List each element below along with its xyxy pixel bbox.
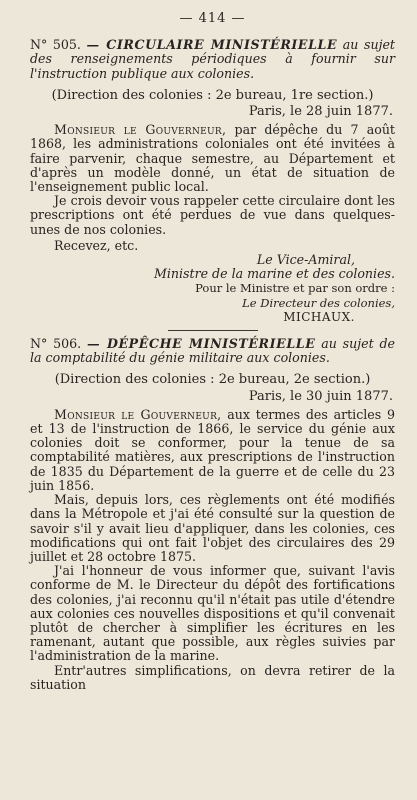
- circular-505-paragraph-1: [30, 123, 395, 194]
- dispatch-506-salutation: Monsieur le Gouverneur,: [54, 406, 222, 422]
- signature-name: MICHAUX.: [283, 309, 355, 324]
- circular-505-dateline: Paris, le 28 juin 1877.: [248, 104, 393, 120]
- page-number: — 414 —: [179, 11, 246, 26]
- circular-505-signature: [30, 253, 395, 324]
- section-divider: [168, 330, 258, 331]
- signature-role: Ministre de la marine et des colonies.: [154, 266, 395, 282]
- circular-505-paragraph-1-text: par dépêche du 7 août 1868, les administrations coloniales ont été invitées à faire parvenir, chaque semestre, au Département et d'après un modèle donné, un état de situation de l'enseignement public local.: [30, 122, 395, 195]
- dispatch-506: [30, 337, 395, 692]
- circular-505-heading: [30, 38, 395, 81]
- dispatch-506-heading: [30, 337, 395, 365]
- dispatch-506-paragraph-1: [30, 408, 395, 493]
- circular-505-body: [30, 123, 395, 253]
- dispatch-506-direction: (Direction des colonies : 2e bureau, 2e section.): [54, 372, 371, 388]
- dispatch-506-subtitle: au sujet de la comptabilité du génie militaire aux colonies.: [30, 336, 395, 366]
- circular-505-title: — CIRCULAIRE MINISTÉRIELLE: [86, 37, 338, 53]
- dispatch-506-title: — DÉPÊCHE MINISTÉRIELLE: [86, 336, 316, 352]
- dispatch-506-dateline: Paris, le 30 juin 1877.: [248, 388, 393, 404]
- dispatch-506-paragraph-2: Mais, depuis lors, ces règlements ont été modifiés dans la Métropole et j'ai été consulté sur la question de savoir s'il y avait lieu d'appliquer, dans les colonies, ces modifications qui ont fait l'objet des circulaires des 29 juillet et 28 octobre 1875.: [30, 492, 395, 564]
- dispatch-506-paragraph-4: Entr'autres simplifications, on devra retirer de la situation: [30, 662, 395, 692]
- dispatch-506-paragraph-3: J'ai l'honneur de vous informer que, suivant l'avis conforme de M. le Directeur du dépôt des fortifications des colonies, j'ai reconnu qu'il n'était pas utile d'étendre aux colonies ces nouvelles dispositions et qu'il convenait plutôt de chercher à simplifier les écritures en les ramenant, autant que possible, aux règles suivies par l'administration de la marine.: [30, 563, 395, 664]
- dispatch-506-body: [30, 408, 395, 692]
- circular-505: [30, 38, 395, 324]
- circular-505-subtitle: au sujet des renseignements périodiques à fournir sur l'instruction publique aux colonies.: [30, 37, 395, 81]
- circular-505-paragraph-2: Je crois devoir vous rappeler cette circulaire dont les prescriptions ont été perdues de vue dans quelques-unes de nos colonies.: [30, 193, 395, 237]
- signature-byline: Pour le Ministre et par son ordre :: [195, 281, 395, 296]
- signature-title: Le Vice-Amiral,: [256, 252, 355, 268]
- circular-505-number: N° 505.: [30, 37, 81, 53]
- dispatch-506-paragraph-1-text: aux termes des articles 9 et 13 de l'instruction de 1866, le service du génie aux colonies doit se conformer, pour la tenue de sa comptabilité matières, aux prescriptions de l'instruction de 1835 du Département de la guerre et de celle du 23 juin 1856.: [30, 406, 395, 493]
- signature-director: Le Directeur des colonies,: [242, 295, 395, 310]
- dispatch-506-number: N° 506.: [30, 336, 82, 352]
- circular-505-direction: (Direction des colonies : 2e bureau, 1re section.): [51, 87, 374, 103]
- circular-505-salutation: Monsieur le Gouverneur,: [54, 122, 227, 138]
- circular-505-closing: Recevez, etc.: [54, 237, 139, 253]
